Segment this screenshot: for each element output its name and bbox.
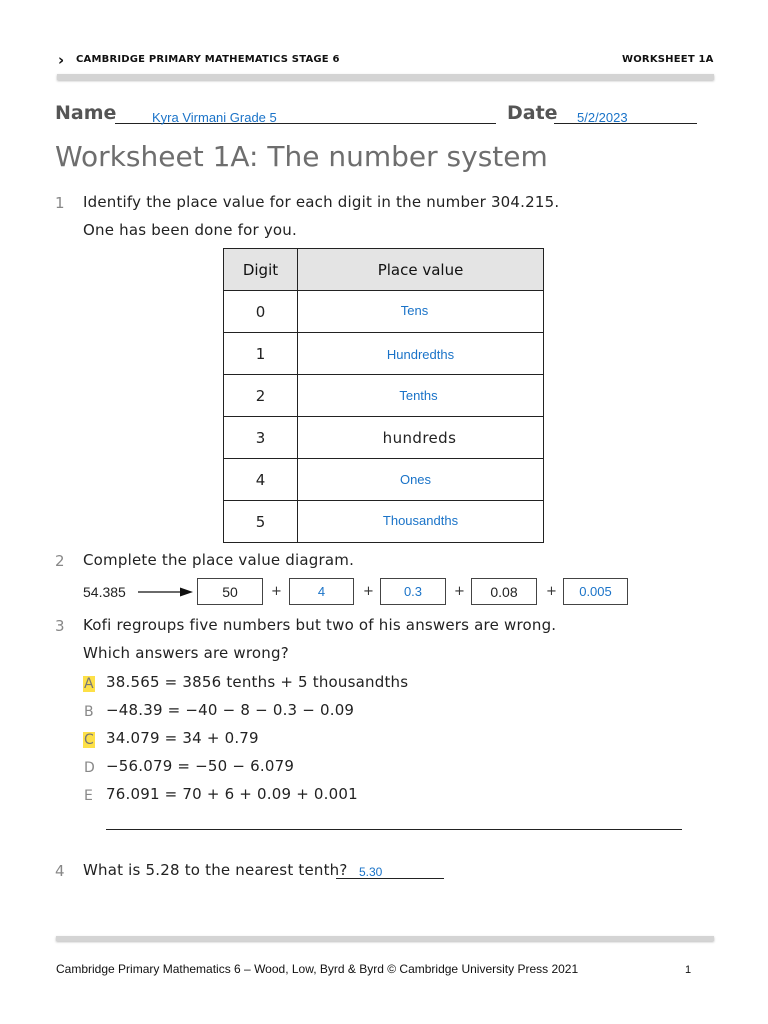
plus-sign: + <box>546 584 557 599</box>
place-value-box-input[interactable]: 0.3 <box>380 578 446 605</box>
table-row <box>224 417 544 459</box>
footer-copyright: Cambridge Primary Mathematics 6 – Wood, Low, Byrd & Byrd © Cambridge University Press 2021 <box>56 962 579 976</box>
place-value-example: hundreds <box>382 429 457 447</box>
place-value-answer: Hundredths <box>386 347 455 362</box>
digit-cell: 0 <box>224 291 298 333</box>
date-field[interactable] <box>554 106 697 124</box>
option-e[interactable] <box>83 785 358 804</box>
place-value-start-number: 54.385 <box>83 584 126 600</box>
question-2-text: Complete the place value diagram. <box>83 551 355 569</box>
table-header-digit: Digit <box>224 249 298 291</box>
option-letter-d: D <box>84 760 95 776</box>
option-letter-c: C <box>84 732 94 748</box>
place-value-cell[interactable] <box>298 291 544 333</box>
question-4-number: 4 <box>55 862 65 880</box>
option-b[interactable] <box>83 701 355 720</box>
place-value-answer: Tenths <box>399 388 438 403</box>
question-3-number: 3 <box>55 617 65 635</box>
option-text-a: 38.565 = 3856 tenths + 5 thousandths <box>106 673 409 691</box>
question-1-number: 1 <box>55 194 65 212</box>
place-value-box: 0.08 <box>471 578 537 605</box>
table-row <box>224 291 544 333</box>
place-value-cell[interactable] <box>298 501 544 543</box>
table-row <box>224 459 544 501</box>
question-4-answer: 5.30 <box>359 865 383 879</box>
table-row <box>224 375 544 417</box>
question-1-text: Identify the place value for each digit in the number 304.215. <box>83 193 560 211</box>
answer-line[interactable] <box>106 829 682 830</box>
digit-cell: 1 <box>224 333 298 375</box>
table-header-place-value: Place value <box>298 249 544 291</box>
name-field[interactable] <box>115 106 496 124</box>
digit-cell: 2 <box>224 375 298 417</box>
option-text-d: −56.079 = −50 − 6.079 <box>106 757 295 775</box>
plus-sign: + <box>363 584 374 599</box>
table-row <box>224 333 544 375</box>
question-3-text: Kofi regroups five numbers but two of his answers are wrong. <box>83 616 557 634</box>
chevron-right-icon: › <box>58 51 65 69</box>
table-row <box>224 501 544 543</box>
option-c[interactable] <box>83 729 259 748</box>
table-header-row <box>224 249 544 291</box>
question-4-text: What is 5.28 to the nearest tenth? <box>83 861 348 879</box>
option-letter-a: A <box>84 676 94 692</box>
question-4-answer-field[interactable] <box>336 862 444 879</box>
question-1-subtext: One has been done for you. <box>83 221 297 239</box>
place-value-answer: Ones <box>399 472 432 487</box>
place-value-answer: Tens <box>400 303 429 318</box>
place-value-box-input[interactable]: 4 <box>289 578 354 605</box>
option-text-b: −48.39 = −40 − 8 − 0.3 − 0.09 <box>106 701 355 719</box>
date-label: Date <box>507 102 558 124</box>
place-value-cell <box>298 417 544 459</box>
footer-divider <box>56 936 714 941</box>
option-letter-e: E <box>84 788 93 804</box>
place-value-box-input[interactable]: 0.005 <box>563 578 628 605</box>
place-value-cell[interactable] <box>298 375 544 417</box>
option-a[interactable] <box>83 673 409 692</box>
option-text-e: 76.091 = 70 + 6 + 0.09 + 0.001 <box>106 785 358 803</box>
place-value-answer: Thousandths <box>382 513 459 528</box>
page-number: 1 <box>685 964 692 976</box>
plus-sign: + <box>454 584 465 599</box>
date-value: 5/2/2023 <box>577 110 628 125</box>
option-d[interactable] <box>83 757 295 776</box>
option-text-c: 34.079 = 34 + 0.79 <box>106 729 259 747</box>
place-value-table <box>223 248 544 543</box>
question-2-number: 2 <box>55 552 65 570</box>
place-value-cell[interactable] <box>298 459 544 501</box>
option-letter-b: B <box>84 704 94 720</box>
name-label: Name <box>55 102 117 124</box>
digit-cell: 3 <box>224 417 298 459</box>
worksheet-title: Worksheet 1A: The number system <box>55 140 548 173</box>
name-value: Kyra Virmani Grade 5 <box>152 110 277 125</box>
arrow-right-icon <box>138 586 194 598</box>
header-worksheet-label: WORKSHEET 1A <box>622 54 714 65</box>
place-value-cell[interactable] <box>298 333 544 375</box>
header-divider <box>57 74 714 80</box>
place-value-box: 50 <box>197 578 263 605</box>
digit-cell: 4 <box>224 459 298 501</box>
digit-cell: 5 <box>224 501 298 543</box>
plus-sign: + <box>271 584 282 599</box>
question-3-subtext: Which answers are wrong? <box>83 644 289 662</box>
header-series-title: CAMBRIDGE PRIMARY MATHEMATICS STAGE 6 <box>76 54 340 65</box>
